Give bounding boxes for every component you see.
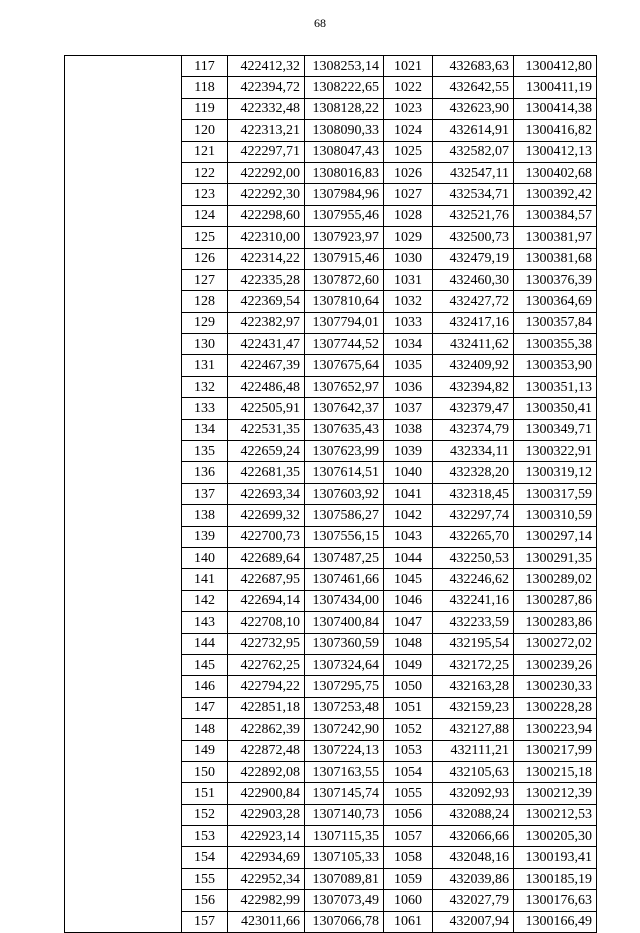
x-coordinate-cell: 422531,35 [228, 419, 305, 440]
y-coordinate-cell: 1307744,52 [305, 334, 384, 355]
x-coordinate-cell: 422687,95 [228, 569, 305, 590]
page-number: 68 [314, 16, 326, 30]
y-coordinate-cell: 1307145,74 [305, 783, 384, 804]
point-number-cell: 1049 [384, 654, 433, 675]
y-coordinate-cell: 1300384,57 [514, 205, 597, 226]
y-coordinate-cell: 1300414,38 [514, 98, 597, 119]
y-coordinate-cell: 1308253,14 [305, 56, 384, 77]
x-coordinate-cell: 422708,10 [228, 612, 305, 633]
point-number-cell: 138 [182, 505, 228, 526]
y-coordinate-cell: 1300291,35 [514, 547, 597, 568]
x-coordinate-cell: 422292,00 [228, 162, 305, 183]
x-coordinate-cell: 422694,14 [228, 590, 305, 611]
point-number-cell: 1026 [384, 162, 433, 183]
x-coordinate-cell: 432328,20 [433, 462, 514, 483]
point-number-cell: 127 [182, 269, 228, 290]
y-coordinate-cell: 1300355,38 [514, 334, 597, 355]
x-coordinate-cell: 432642,55 [433, 77, 514, 98]
x-coordinate-cell: 432048,16 [433, 847, 514, 868]
point-number-cell: 136 [182, 462, 228, 483]
point-number-cell: 1050 [384, 676, 433, 697]
point-number-cell: 1023 [384, 98, 433, 119]
y-coordinate-cell: 1307324,64 [305, 654, 384, 675]
x-coordinate-cell: 422903,28 [228, 804, 305, 825]
point-number-cell: 147 [182, 697, 228, 718]
point-number-cell: 129 [182, 312, 228, 333]
x-coordinate-cell: 432374,79 [433, 419, 514, 440]
point-number-cell: 1027 [384, 184, 433, 205]
y-coordinate-cell: 1307253,48 [305, 697, 384, 718]
x-coordinate-cell: 422486,48 [228, 376, 305, 397]
x-coordinate-cell: 422314,22 [228, 248, 305, 269]
x-coordinate-cell: 422794,22 [228, 676, 305, 697]
x-coordinate-cell: 432409,92 [433, 355, 514, 376]
y-coordinate-cell: 1307066,78 [305, 911, 384, 932]
x-coordinate-cell: 432479,19 [433, 248, 514, 269]
x-coordinate-cell: 432241,16 [433, 590, 514, 611]
x-coordinate-cell: 422298,60 [228, 205, 305, 226]
point-number-cell: 150 [182, 761, 228, 782]
point-number-cell: 1024 [384, 120, 433, 141]
x-coordinate-cell: 422681,35 [228, 462, 305, 483]
x-coordinate-cell: 432246,62 [433, 569, 514, 590]
x-coordinate-cell: 422732,95 [228, 633, 305, 654]
y-coordinate-cell: 1300350,41 [514, 398, 597, 419]
point-number-cell: 1048 [384, 633, 433, 654]
x-coordinate-cell: 422310,00 [228, 227, 305, 248]
y-coordinate-cell: 1300381,68 [514, 248, 597, 269]
point-number-cell: 1037 [384, 398, 433, 419]
y-coordinate-cell: 1307675,64 [305, 355, 384, 376]
y-coordinate-cell: 1307955,46 [305, 205, 384, 226]
y-coordinate-cell: 1307360,59 [305, 633, 384, 654]
point-number-cell: 151 [182, 783, 228, 804]
x-coordinate-cell: 422369,54 [228, 291, 305, 312]
y-coordinate-cell: 1300392,42 [514, 184, 597, 205]
y-coordinate-cell: 1300364,69 [514, 291, 597, 312]
y-coordinate-cell: 1300310,59 [514, 505, 597, 526]
point-number-cell: 1057 [384, 826, 433, 847]
point-number-cell: 1047 [384, 612, 433, 633]
x-coordinate-cell: 432394,82 [433, 376, 514, 397]
x-coordinate-cell: 422659,24 [228, 441, 305, 462]
y-coordinate-cell: 1300349,71 [514, 419, 597, 440]
point-number-cell: 1033 [384, 312, 433, 333]
y-coordinate-cell: 1300322,91 [514, 441, 597, 462]
y-coordinate-cell: 1307556,15 [305, 526, 384, 547]
blank-label-column [65, 56, 182, 933]
x-coordinate-cell: 422332,48 [228, 98, 305, 119]
table-row [65, 56, 597, 77]
x-coordinate-cell: 432417,16 [433, 312, 514, 333]
point-number-cell: 1044 [384, 547, 433, 568]
point-number-cell: 1061 [384, 911, 433, 932]
y-coordinate-cell: 1300223,94 [514, 719, 597, 740]
x-coordinate-cell: 422700,73 [228, 526, 305, 547]
y-coordinate-cell: 1307642,37 [305, 398, 384, 419]
x-coordinate-cell: 422689,64 [228, 547, 305, 568]
point-number-cell: 154 [182, 847, 228, 868]
y-coordinate-cell: 1300272,02 [514, 633, 597, 654]
point-number-cell: 133 [182, 398, 228, 419]
y-coordinate-cell: 1300317,59 [514, 483, 597, 504]
point-number-cell: 156 [182, 890, 228, 911]
y-coordinate-cell: 1308222,65 [305, 77, 384, 98]
point-number-cell: 1043 [384, 526, 433, 547]
point-number-cell: 1042 [384, 505, 433, 526]
y-coordinate-cell: 1307794,01 [305, 312, 384, 333]
point-number-cell: 1059 [384, 868, 433, 889]
point-number-cell: 1035 [384, 355, 433, 376]
y-coordinate-cell: 1300185,19 [514, 868, 597, 889]
y-coordinate-cell: 1300212,53 [514, 804, 597, 825]
x-coordinate-cell: 422693,34 [228, 483, 305, 504]
x-coordinate-cell: 422505,91 [228, 398, 305, 419]
x-coordinate-cell: 432318,45 [433, 483, 514, 504]
point-number-cell: 1036 [384, 376, 433, 397]
point-number-cell: 134 [182, 419, 228, 440]
x-coordinate-cell: 422394,72 [228, 77, 305, 98]
y-coordinate-cell: 1300416,82 [514, 120, 597, 141]
y-coordinate-cell: 1300239,26 [514, 654, 597, 675]
x-coordinate-cell: 422699,32 [228, 505, 305, 526]
point-number-cell: 122 [182, 162, 228, 183]
x-coordinate-cell: 432233,59 [433, 612, 514, 633]
y-coordinate-cell: 1307140,73 [305, 804, 384, 825]
y-coordinate-cell: 1300289,02 [514, 569, 597, 590]
point-number-cell: 1055 [384, 783, 433, 804]
y-coordinate-cell: 1307614,51 [305, 462, 384, 483]
point-number-cell: 1029 [384, 227, 433, 248]
point-number-cell: 146 [182, 676, 228, 697]
y-coordinate-cell: 1300176,63 [514, 890, 597, 911]
point-number-cell: 1030 [384, 248, 433, 269]
x-coordinate-cell: 422862,39 [228, 719, 305, 740]
point-number-cell: 153 [182, 826, 228, 847]
x-coordinate-cell: 422431,47 [228, 334, 305, 355]
x-coordinate-cell: 422313,21 [228, 120, 305, 141]
point-number-cell: 137 [182, 483, 228, 504]
x-coordinate-cell: 422872,48 [228, 740, 305, 761]
point-number-cell: 152 [182, 804, 228, 825]
point-number-cell: 1051 [384, 697, 433, 718]
y-coordinate-cell: 1307089,81 [305, 868, 384, 889]
y-coordinate-cell: 1307487,25 [305, 547, 384, 568]
point-number-cell: 1040 [384, 462, 433, 483]
y-coordinate-cell: 1300205,30 [514, 826, 597, 847]
point-number-cell: 120 [182, 120, 228, 141]
point-number-cell: 117 [182, 56, 228, 77]
x-coordinate-cell: 422982,99 [228, 890, 305, 911]
x-coordinate-cell: 432195,54 [433, 633, 514, 654]
point-number-cell: 1054 [384, 761, 433, 782]
point-number-cell: 1039 [384, 441, 433, 462]
x-coordinate-cell: 422297,71 [228, 141, 305, 162]
x-coordinate-cell: 432039,86 [433, 868, 514, 889]
x-coordinate-cell: 432092,93 [433, 783, 514, 804]
y-coordinate-cell: 1307434,00 [305, 590, 384, 611]
x-coordinate-cell: 432623,90 [433, 98, 514, 119]
y-coordinate-cell: 1307923,97 [305, 227, 384, 248]
point-number-cell: 1053 [384, 740, 433, 761]
y-coordinate-cell: 1307461,66 [305, 569, 384, 590]
x-coordinate-cell: 422382,97 [228, 312, 305, 333]
point-number-cell: 126 [182, 248, 228, 269]
x-coordinate-cell: 432427,72 [433, 291, 514, 312]
point-number-cell: 141 [182, 569, 228, 590]
point-number-cell: 124 [182, 205, 228, 226]
point-number-cell: 119 [182, 98, 228, 119]
y-coordinate-cell: 1307984,96 [305, 184, 384, 205]
point-number-cell: 132 [182, 376, 228, 397]
point-number-cell: 131 [182, 355, 228, 376]
y-coordinate-cell: 1307242,90 [305, 719, 384, 740]
point-number-cell: 157 [182, 911, 228, 932]
y-coordinate-cell: 1307915,46 [305, 248, 384, 269]
point-number-cell: 118 [182, 77, 228, 98]
x-coordinate-cell: 422892,08 [228, 761, 305, 782]
y-coordinate-cell: 1307603,92 [305, 483, 384, 504]
y-coordinate-cell: 1307623,99 [305, 441, 384, 462]
x-coordinate-cell: 422292,30 [228, 184, 305, 205]
x-coordinate-cell: 432066,66 [433, 826, 514, 847]
y-coordinate-cell: 1307635,43 [305, 419, 384, 440]
x-coordinate-cell: 432159,23 [433, 697, 514, 718]
x-coordinate-cell: 432334,11 [433, 441, 514, 462]
x-coordinate-cell: 432534,71 [433, 184, 514, 205]
point-number-cell: 148 [182, 719, 228, 740]
x-coordinate-cell: 432172,25 [433, 654, 514, 675]
y-coordinate-cell: 1300351,13 [514, 376, 597, 397]
y-coordinate-cell: 1308016,83 [305, 162, 384, 183]
point-number-cell: 144 [182, 633, 228, 654]
y-coordinate-cell: 1308128,22 [305, 98, 384, 119]
point-number-cell: 140 [182, 547, 228, 568]
point-number-cell: 1056 [384, 804, 433, 825]
x-coordinate-cell: 423011,66 [228, 911, 305, 932]
y-coordinate-cell: 1308090,33 [305, 120, 384, 141]
point-number-cell: 128 [182, 291, 228, 312]
point-number-cell: 125 [182, 227, 228, 248]
y-coordinate-cell: 1300402,68 [514, 162, 597, 183]
y-coordinate-cell: 1307295,75 [305, 676, 384, 697]
y-coordinate-cell: 1307224,13 [305, 740, 384, 761]
point-number-cell: 1021 [384, 56, 433, 77]
x-coordinate-cell: 422934,69 [228, 847, 305, 868]
y-coordinate-cell: 1307652,97 [305, 376, 384, 397]
y-coordinate-cell: 1300376,39 [514, 269, 597, 290]
x-coordinate-cell: 432500,73 [433, 227, 514, 248]
x-coordinate-cell: 432547,11 [433, 162, 514, 183]
y-coordinate-cell: 1300193,41 [514, 847, 597, 868]
y-coordinate-cell: 1300287,86 [514, 590, 597, 611]
x-coordinate-cell: 432379,47 [433, 398, 514, 419]
x-coordinate-cell: 432007,94 [433, 911, 514, 932]
y-coordinate-cell: 1307872,60 [305, 269, 384, 290]
point-number-cell: 1038 [384, 419, 433, 440]
coordinates-table [64, 55, 597, 933]
point-number-cell: 1025 [384, 141, 433, 162]
point-number-cell: 155 [182, 868, 228, 889]
point-number-cell: 145 [182, 654, 228, 675]
point-number-cell: 1028 [384, 205, 433, 226]
point-number-cell: 149 [182, 740, 228, 761]
point-number-cell: 1052 [384, 719, 433, 740]
point-number-cell: 130 [182, 334, 228, 355]
x-coordinate-cell: 432127,88 [433, 719, 514, 740]
y-coordinate-cell: 1300283,86 [514, 612, 597, 633]
y-coordinate-cell: 1300215,18 [514, 761, 597, 782]
x-coordinate-cell: 432111,21 [433, 740, 514, 761]
x-coordinate-cell: 432027,79 [433, 890, 514, 911]
x-coordinate-cell: 432265,70 [433, 526, 514, 547]
y-coordinate-cell: 1300319,12 [514, 462, 597, 483]
y-coordinate-cell: 1300412,80 [514, 56, 597, 77]
point-number-cell: 123 [182, 184, 228, 205]
y-coordinate-cell: 1307105,33 [305, 847, 384, 868]
y-coordinate-cell: 1300297,14 [514, 526, 597, 547]
point-number-cell: 1045 [384, 569, 433, 590]
x-coordinate-cell: 432297,74 [433, 505, 514, 526]
y-coordinate-cell: 1300230,33 [514, 676, 597, 697]
x-coordinate-cell: 432683,63 [433, 56, 514, 77]
point-number-cell: 142 [182, 590, 228, 611]
point-number-cell: 1022 [384, 77, 433, 98]
point-number-cell: 1058 [384, 847, 433, 868]
x-coordinate-cell: 422412,32 [228, 56, 305, 77]
point-number-cell: 143 [182, 612, 228, 633]
x-coordinate-cell: 422900,84 [228, 783, 305, 804]
coordinates-table-body [65, 56, 597, 933]
point-number-cell: 1046 [384, 590, 433, 611]
y-coordinate-cell: 1300353,90 [514, 355, 597, 376]
y-coordinate-cell: 1307163,55 [305, 761, 384, 782]
point-number-cell: 121 [182, 141, 228, 162]
y-coordinate-cell: 1300166,49 [514, 911, 597, 932]
point-number-cell: 135 [182, 441, 228, 462]
x-coordinate-cell: 432250,53 [433, 547, 514, 568]
x-coordinate-cell: 432411,62 [433, 334, 514, 355]
point-number-cell: 1041 [384, 483, 433, 504]
point-number-cell: 1060 [384, 890, 433, 911]
y-coordinate-cell: 1300217,99 [514, 740, 597, 761]
y-coordinate-cell: 1308047,43 [305, 141, 384, 162]
y-coordinate-cell: 1307810,64 [305, 291, 384, 312]
x-coordinate-cell: 432614,91 [433, 120, 514, 141]
y-coordinate-cell: 1300357,84 [514, 312, 597, 333]
y-coordinate-cell: 1300212,39 [514, 783, 597, 804]
x-coordinate-cell: 422335,28 [228, 269, 305, 290]
x-coordinate-cell: 422851,18 [228, 697, 305, 718]
y-coordinate-cell: 1300381,97 [514, 227, 597, 248]
x-coordinate-cell: 432163,28 [433, 676, 514, 697]
y-coordinate-cell: 1307400,84 [305, 612, 384, 633]
x-coordinate-cell: 432521,76 [433, 205, 514, 226]
x-coordinate-cell: 422762,25 [228, 654, 305, 675]
x-coordinate-cell: 422467,39 [228, 355, 305, 376]
y-coordinate-cell: 1307073,49 [305, 890, 384, 911]
x-coordinate-cell: 422952,34 [228, 868, 305, 889]
y-coordinate-cell: 1307586,27 [305, 505, 384, 526]
x-coordinate-cell: 432105,63 [433, 761, 514, 782]
point-number-cell: 139 [182, 526, 228, 547]
y-coordinate-cell: 1307115,35 [305, 826, 384, 847]
y-coordinate-cell: 1300411,19 [514, 77, 597, 98]
point-number-cell: 1031 [384, 269, 433, 290]
x-coordinate-cell: 432582,07 [433, 141, 514, 162]
x-coordinate-cell: 422923,14 [228, 826, 305, 847]
y-coordinate-cell: 1300412,13 [514, 141, 597, 162]
point-number-cell: 1032 [384, 291, 433, 312]
y-coordinate-cell: 1300228,28 [514, 697, 597, 718]
x-coordinate-cell: 432088,24 [433, 804, 514, 825]
point-number-cell: 1034 [384, 334, 433, 355]
x-coordinate-cell: 432460,30 [433, 269, 514, 290]
